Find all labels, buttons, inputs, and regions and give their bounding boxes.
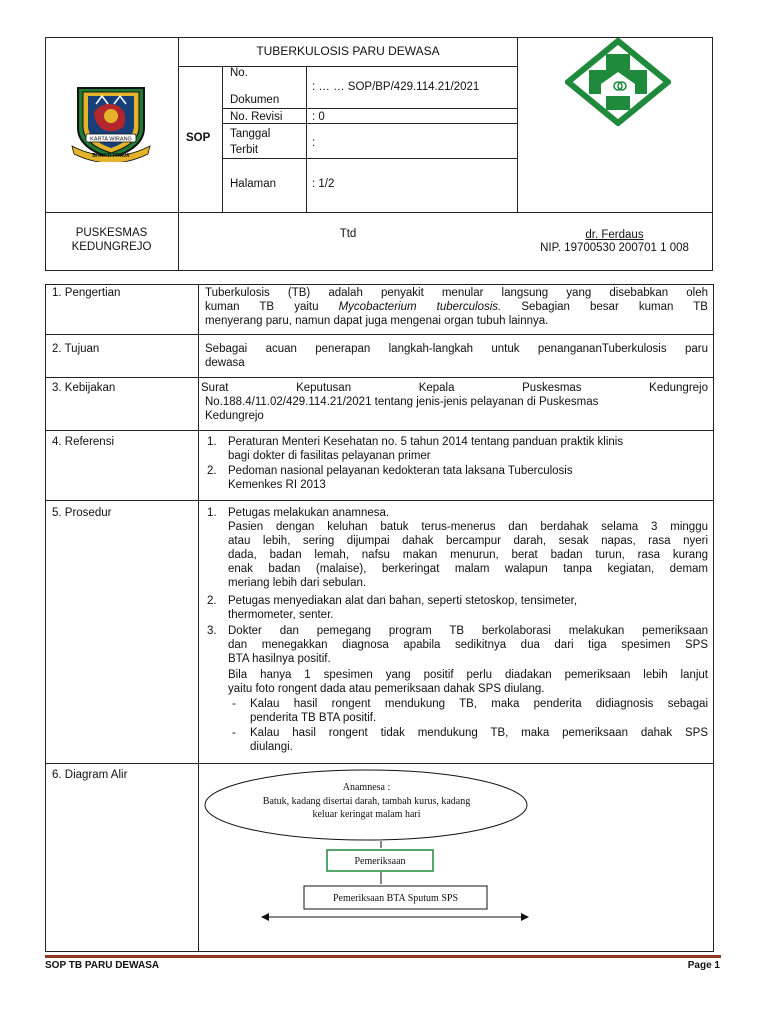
pengertian-line-1: Tuberkulosis (TB) adalah penyakit menular langsung yang disebabkan oleh [205,287,708,299]
prosedur-2-line-1: thermometer, senter. [228,609,334,621]
kebijakan-line-3: Kedungrejo [205,410,264,422]
prosedur-1-line-3: dada, badan lemah, nafsu makan menurun, berat badan turun, rasa kurang [228,549,708,561]
prosedur-3-line-3: Bila hanya 1 spesimen yang positif perlu diadakan pemeriksaan lebih lanjut [228,669,708,681]
halaman-label: Halaman [230,178,277,190]
prosedur-num-3: 3. [207,625,217,637]
signer-nip: NIP. 19700530 200701 1 008 [540,242,689,254]
section-label-pengertian: 1. Pengertian [52,287,121,299]
pengertian-line-3: menyerang paru, namun dapat juga mengenai organ tubuh lainnya. [205,315,549,327]
prosedur-sub1-line-0: Kalau hasil rongent mendukung TB, maka penderita didiagnosis sebagai [250,698,708,710]
emblem-banner-text: KARTA WIRANG [90,136,132,143]
section-label-referensi: 4. Referensi [52,436,115,448]
org-name-line1: PUSKESMAS [75,227,148,239]
flow-box2-text: Pemeriksaan BTA Sputum SPS [332,893,459,904]
signature-label: Ttd [339,228,357,240]
referensi-1-line-2: bagi dokter di fasilitas pelayanan primer [228,450,431,462]
prosedur-1-line-1: Pasien dengan keluhan batuk terus-menerus dan berdahak selama 3 minggu [228,521,708,533]
no-dokumen-label-1: No. [230,67,248,79]
no-dokumen-value: : … … SOP/BP/429.114.21/2021 [312,81,480,93]
prosedur-num-2: 2. [207,595,217,607]
prosedur-dash-2: - [232,727,236,739]
tujuan-line-1: Sebagai acuan penerapan langkah-langkah untuk penangananTuberkulosis paru [205,343,708,355]
section-label-prosedur: 5. Prosedur [52,507,112,519]
flow-arrow-right [521,913,529,921]
kebijakan-line-1: Surat Keputusan Kepala Puskesmas Kedungrejo [201,382,708,394]
flow-ellipse-text-3: keluar keringat malam hari [312,809,421,820]
flow-box1-text: Pemeriksaan [354,856,406,867]
pengertian-line-2: kuman TB yaitu Mycobacterium tuberculosis. Sebagian besar kuman TB [205,301,708,313]
org-name-line2: KEDUNGREJO [71,241,152,253]
tanggal-terbit-value: : [312,137,316,149]
prosedur-sub1-line-1: penderita TB BTA positif. [250,712,377,724]
no-dokumen-label-2: Dokumen [230,94,280,106]
referensi-num-2: 2. [207,465,217,477]
footer-page-number: Page 1 [687,960,720,971]
prosedur-num-1: 1. [207,507,217,519]
section-label-diagram: 6. Diagram Alir [52,769,128,781]
referensi-num-1: 1. [207,436,217,448]
flow-ellipse-text-1: Anamnesa : [342,782,391,793]
signer-name: dr. Ferdaus [585,229,644,241]
document-title: TUBERKULOSIS PARU DEWASA [256,44,440,58]
prosedur-sub2-line-1: diulangi. [250,741,293,753]
kebijakan-line-2: No.188.4/11.02/429.114.21/2021 tentang jenis-jenis pelayanan di Puskesmas [205,396,599,408]
tujuan-line-2: dewasa [205,357,245,369]
kabupaten-emblem-logo [68,82,154,162]
emblem-motto-text: BHAKTI PRAJA [92,153,130,159]
prosedur-dash-1: - [232,698,236,710]
section-label-tujuan: 2. Tujuan [52,343,100,355]
no-revisi-label: No. Revisi [230,111,283,123]
prosedur-3-line-0: Dokter dan pemegang program TB berkolaborasi melakukan pemeriksaan [228,625,708,637]
prosedur-3-line-4: yaitu foto rongent dada atau pemeriksaan dahak SPS diulang. [228,683,545,695]
section-label-kebijakan: 3. Kebijakan [52,382,116,394]
no-revisi-value: : 0 [312,111,325,123]
prosedur-2-line-0: Petugas menyediakan alat dan bahan, seperti stetoskop, tensimeter, [228,595,578,607]
prosedur-3-line-1: dan menegakkan diagnosa apabila sedikitnya dua dari tiga spesimen SPS [228,639,708,651]
halaman-value: : 1/2 [312,178,335,190]
footer-rule [45,955,721,958]
referensi-2-line-2: Kemenkes RI 2013 [228,479,326,491]
tanggal-terbit-label-2: Terbit [230,144,259,156]
prosedur-1-line-4: enak badan (malaise), berkeringat malam walapun tanpa kegiatan, demam [228,563,708,575]
tanggal-terbit-label-1: Tanggal [230,128,271,140]
prosedur-sub2-line-0: Kalau hasil rongent tidak mendukung TB, maka pemeriksaan dahak SPS [250,727,708,739]
prosedur-1-line-5: meriang lebih dari sebulan. [228,577,367,589]
flow-ellipse-text-2: Batuk, kadang disertai darah, tambah kurus, kadang [262,796,471,807]
puskesmas-logo [565,38,671,126]
prosedur-3-line-2: BTA hasilnya positif. [228,653,331,665]
referensi-1-line-1: Peraturan Menteri Kesehatan no. 5 tahun 2014 tentang panduan praktik klinis [228,436,624,448]
prosedur-1-line-0: Petugas melakukan anamnesa. [228,507,390,519]
flow-arrow-left [261,913,269,921]
prosedur-1-line-2: atau lebih, sering dijumpai dahak bercampur darah, sesak napas, rasa nyeri [228,535,708,547]
sop-label: SOP [186,132,211,144]
referensi-2-line-1: Pedoman nasional pelayanan kedokteran tata laksana Tuberculosis [228,465,573,477]
footer-title: SOP TB PARU DEWASA [45,960,160,971]
